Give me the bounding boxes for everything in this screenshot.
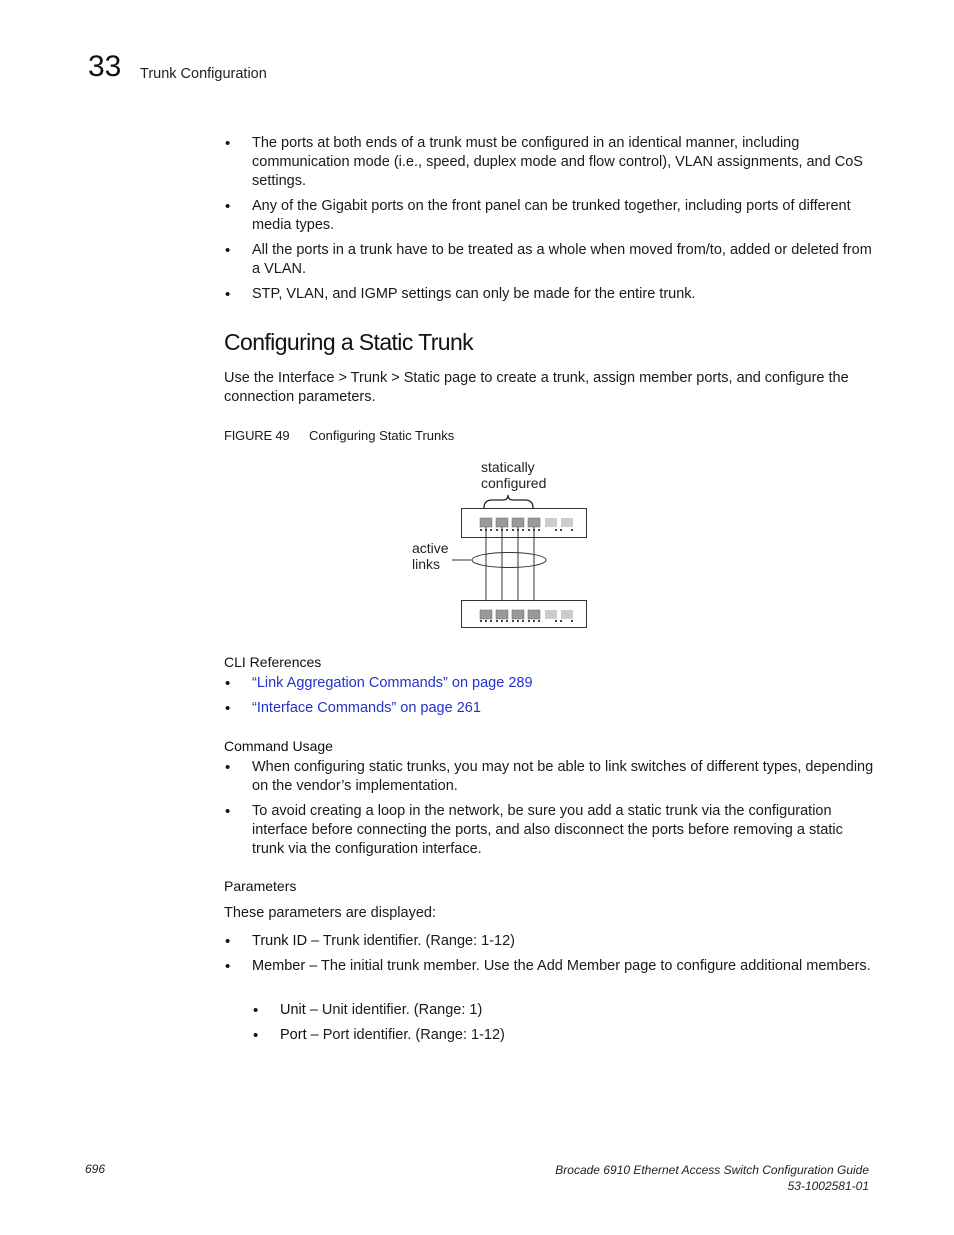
param-term: Port [280,1027,307,1043]
figure-label: FIGURE 49 [224,428,290,443]
param-desc: – Port identifier. (Range: 1-12) [306,1027,505,1043]
list-item [224,674,874,693]
section-intro: Use the Interface > Trunk > Static page to create a trunk, assign member ports, and configure the connection parameters. [224,370,849,405]
trunk-diagram [400,455,600,635]
port-icon [480,610,492,619]
port-icon [512,518,524,527]
parameters-list [224,932,874,982]
param-desc: – Trunk identifier. (Range: 1-12) [307,933,516,949]
cli-references-list [224,674,874,724]
list-item [252,1026,872,1045]
interface-commands-link[interactable]: “Interface Commands” on page 261 [252,700,481,716]
active-label: active [412,540,449,556]
statically-label: statically [481,459,535,475]
chapter-number: 33 [88,50,122,83]
param-desc: – The initial trunk member. Use the Add Member page to configure additional members. [305,958,871,974]
param-term: Member [252,958,306,974]
port-icon [512,610,524,619]
brace-icon [484,495,533,508]
list-item: • All the ports in a trunk have to be treated as a whole when moved from/to, added or deleted from a VLAN. [224,241,874,279]
section-heading: Configuring a Static Trunk [224,329,474,355]
port-icon [545,610,557,619]
list-item: • When configuring static trunks, you may not be able to link switches of different types, depending on the vendor’s implementation. [224,758,874,796]
intro-bullet-list [224,134,874,310]
param-desc: – Unit identifier. (Range: 1) [305,1002,483,1018]
doc-number: 53-1002581-01 [787,1179,869,1193]
links-label: links [412,556,441,572]
port-icon [528,610,540,619]
cli-references-heading: CLI References [224,654,322,670]
list-item [224,932,874,951]
list-item: • The ports at both ends of a trunk must be configured in an identical manner, including communication mode (i.e., speed, duplex mode and flow control), VLAN assignments, and CoS settings. [224,134,874,191]
port-icon [545,518,557,527]
port-icon [561,518,573,527]
parameters-intro: These parameters are displayed: [224,905,436,921]
page-number: 696 [85,1162,106,1176]
param-term: Trunk ID [252,933,308,949]
footer-doc-info [555,1162,869,1194]
port-icon [528,518,540,527]
chapter-title: Trunk Configuration [140,66,267,82]
param-term: Unit [280,1002,306,1018]
parameters-heading: Parameters [224,878,297,894]
list-item: • Any of the Gigabit ports on the front panel can be trunked together, including ports of different media types. [224,197,874,235]
configured-label: configured [481,475,547,491]
command-usage-list [224,758,874,865]
figure-caption [224,428,454,443]
list-item: • To avoid creating a loop in the network, be sure you add a static trunk via the configuration interface before connecting the ports, and also disconnect the ports before removing a static trunk via the configuration interface. [224,802,874,859]
list-item [252,1001,872,1020]
port-icon [480,518,492,527]
link-group-ellipse [472,553,546,568]
list-item [224,957,874,976]
link-aggregation-link[interactable]: “Link Aggregation Commands” on page 289 [252,675,533,691]
figure-title: Configuring Static Trunks [309,428,455,443]
parameters-sublist [252,1001,872,1051]
list-item [224,699,874,718]
list-item: • STP, VLAN, and IGMP settings can only be made for the entire trunk. [224,285,874,304]
port-icon [496,610,508,619]
command-usage-heading: Command Usage [224,738,333,754]
doc-title: Brocade 6910 Ethernet Access Switch Configuration Guide [555,1163,869,1177]
port-icon [561,610,573,619]
port-icon [496,518,508,527]
